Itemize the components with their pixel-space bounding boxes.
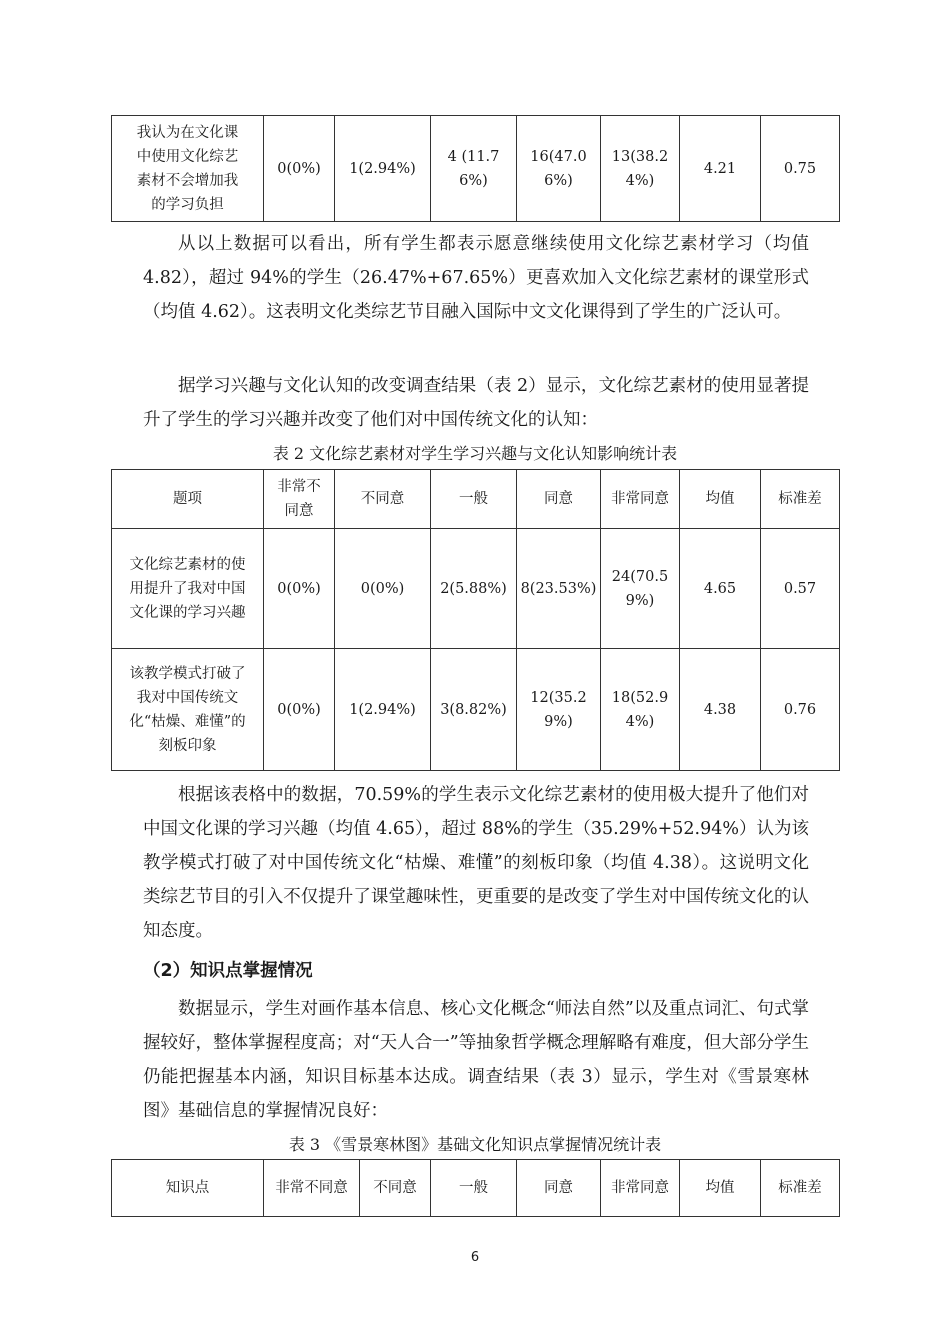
page-number: 6: [470, 1250, 480, 1265]
table-cell: 该教学模式打破了我对中国传统文化“枯燥、难懂”的刻板印象: [112, 649, 264, 771]
paragraph-summary-1: 从以上数据可以看出，所有学生都表示愿意继续使用文化综艺素材学习（均值 4.82），超过 94%的学生（26.47%+67.65%）更喜欢加入文化综艺素材的课堂形式（均值 4.62）。这表明文化类综艺节目融入国际中文文化课得到了学生的广泛认可。: [143, 234, 809, 322]
header-cell: 同意: [517, 470, 601, 529]
table-cell: 0(0%): [335, 529, 431, 649]
table-2: [111, 469, 840, 771]
table-cell: 1(2.94%): [335, 649, 431, 771]
table-cell: 我认为在文化课中使用文化综艺素材不会增加我的学习负担: [112, 116, 264, 222]
table-cell: 3(8.82%): [431, 649, 517, 771]
table-3: [111, 1159, 840, 1217]
table-cell: 0(0%): [264, 529, 335, 649]
table-cell: 1(2.94%): [335, 116, 431, 222]
table-cell: 0.75: [761, 116, 840, 222]
header-cell: 均值: [680, 1160, 761, 1217]
table-cell: 0(0%): [264, 649, 335, 771]
table-3-caption: 表 3 《雪景寒林图》基础文化知识点掌握情况统计表: [288, 1135, 662, 1154]
table-row: [112, 116, 840, 222]
table-cell: 4 (11.76%): [431, 116, 517, 222]
header-cell: 非常同意: [601, 470, 680, 529]
header-cell: 标准差: [761, 470, 840, 529]
table-cell: 0.76: [761, 649, 840, 771]
paragraph-intro-table-2: 据学习兴趣与文化认知的改变调查结果（表 2）显示，文化综艺素材的使用显著提升了学生的学习兴趣并改变了他们对中国传统文化的认知：: [143, 376, 809, 430]
header-cell: 题项: [112, 470, 264, 529]
table-row: [112, 529, 840, 649]
table-cell: 0(0%): [264, 116, 335, 222]
header-cell: 同意: [517, 1160, 601, 1217]
header-cell: 一般: [431, 1160, 517, 1217]
header-cell: 一般: [431, 470, 517, 529]
header-cell: 知识点: [112, 1160, 264, 1217]
table-cell: 18(52.94%): [601, 649, 680, 771]
table-header-row: [112, 470, 840, 529]
table-cell: 0.57: [761, 529, 840, 649]
header-cell: 标准差: [761, 1160, 840, 1217]
table-2-caption: 表 2 文化综艺素材对学生学习兴趣与文化认知影响统计表: [272, 444, 678, 463]
table-cell: 24(70.59%): [601, 529, 680, 649]
table-cell: 4.65: [680, 529, 761, 649]
table-cell: 8(23.53%): [517, 529, 601, 649]
table-cell: 16(47.06%): [517, 116, 601, 222]
table-cell: 2(5.88%): [431, 529, 517, 649]
table-cell: 4.21: [680, 116, 761, 222]
table-cell: 13(38.24%): [601, 116, 680, 222]
table-header-row: [112, 1160, 840, 1217]
paragraph-intro-table-3: 数据显示，学生对画作基本信息、核心文化概念“师法自然”以及重点词汇、句式掌握较好，整体掌握程度高；对“天人合一”等抽象哲学概念理解略有难度，但大部分学生仍能把握基本内涵，知识目标基本达成。调查结果（表 3）显示，学生对《雪景寒林图》基础信息的掌握情况良好：: [143, 999, 809, 1121]
paragraph-summary-2: 根据该表格中的数据，70.59%的学生表示文化综艺素材的使用极大提升了他们对中国文化课的学习兴趣（均值 4.65），超过 88%的学生（35.29%+52.94%）认为该教学模式打破了对中国传统文化“枯燥、难懂”的刻板印象（均值 4.38）。这说明文化类综艺节目的引入不仅提升了课堂趣味性，更重要的是改变了学生对中国传统文化的认知态度。: [143, 785, 809, 941]
header-cell: 不同意: [360, 1160, 431, 1217]
header-cell: 非常不同意: [264, 1160, 360, 1217]
header-cell: 均值: [680, 470, 761, 529]
header-cell: 非常不同意: [264, 470, 335, 529]
table-cell: 12(35.29%): [517, 649, 601, 771]
section-heading: （2）知识点掌握情况: [143, 961, 313, 981]
table-1-continued: [111, 115, 840, 222]
header-cell: 不同意: [335, 470, 431, 529]
table-cell: 文化综艺素材的使用提升了我对中国文化课的学习兴趣: [112, 529, 264, 649]
table-cell: 4.38: [680, 649, 761, 771]
header-cell: 非常同意: [601, 1160, 680, 1217]
table-row: [112, 649, 840, 771]
